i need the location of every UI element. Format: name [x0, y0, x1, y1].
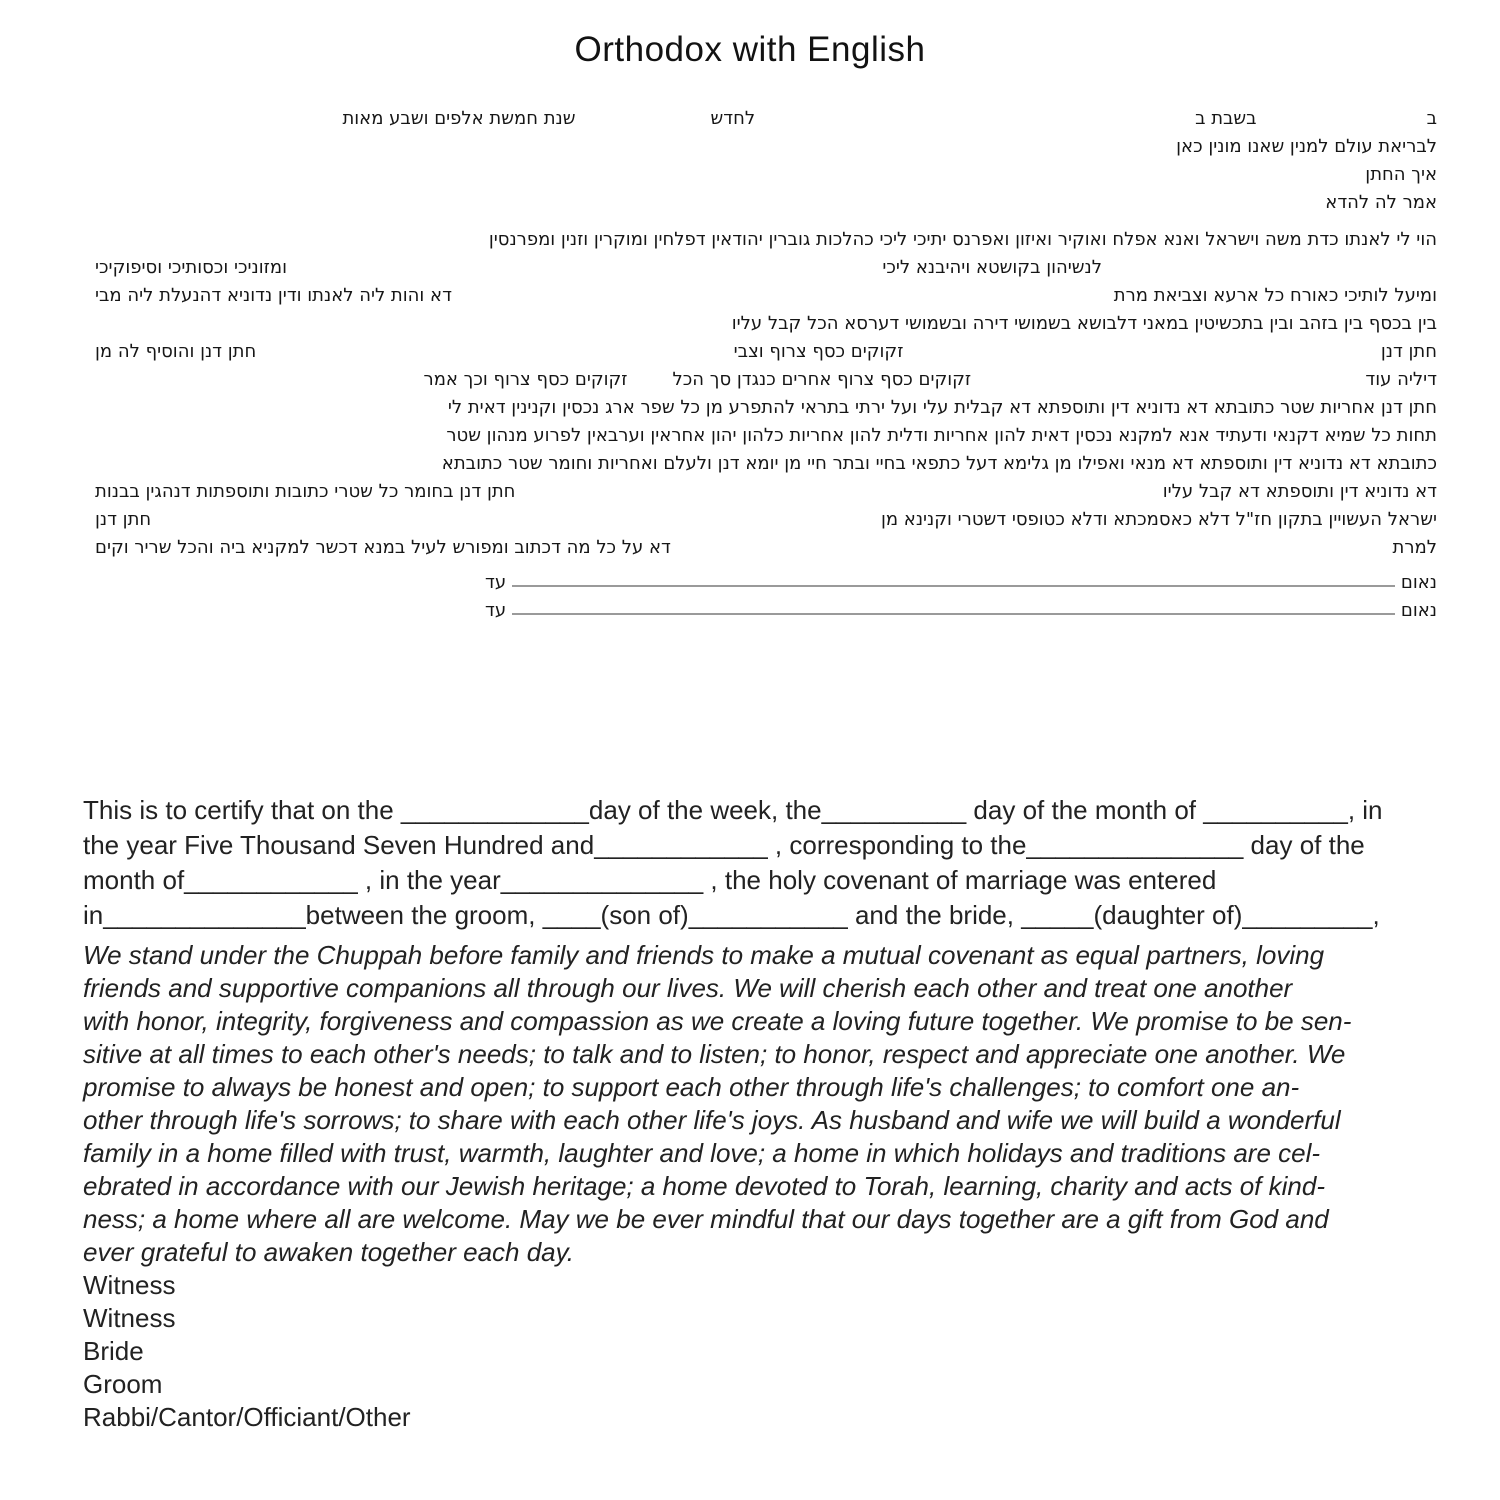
english-text-section — [83, 793, 1448, 1434]
hebrew-text-segment: דא על כל מה דכתוב ומפורש לעיל במנא דכשר למקניא ביה והכל שריר וקים — [95, 537, 671, 558]
hebrew-line — [95, 390, 1437, 418]
hebrew-text-segment: חתן דנן בחומר כל שטרי כתובות ותוספתות דנהגין בבנות — [95, 481, 516, 502]
hebrew-line — [95, 474, 1437, 502]
hebrew-text-segment: ב — [1426, 108, 1437, 129]
hebrew-line — [95, 502, 1437, 530]
hebrew-text-segment: ומזוניכי וכסותיכי וסיפוקיכי — [95, 257, 287, 278]
hebrew-line — [95, 418, 1437, 446]
hebrew-text-segment: תחות כל שמיא דקנאי ודעתיד אנא למקנא נכסין דאית להון אחריות ודלית להון אחריות כלהון יהון אחראין וערבאין לפרוע מנהון שטר — [446, 425, 1437, 446]
hebrew-text-segment: איך החתן — [1365, 164, 1437, 185]
hebrew-text-segment: דיליה עוד — [1365, 369, 1437, 390]
hebrew-text-segment: הוי לי לאנתו כדת משה וישראל ואנא אפלח ואוקיר ואיזון ואפרנס יתיכי ליכי כהלכות גוברין יהודאין דפלחין ומוקרין וזנין ומפרנסין — [488, 229, 1437, 250]
hebrew-text-segment: חתן דנן — [95, 509, 152, 530]
hebrew-line — [95, 362, 1437, 390]
hebrew-line — [95, 129, 1437, 157]
certification-line: This is to certify that on the _____________day of the week, the__________ day of the month of __________, in — [83, 795, 1383, 825]
signature-label: Groom — [83, 1369, 163, 1399]
vow-line: ever grateful to awaken together each day. — [83, 1237, 574, 1267]
vow-line: with honor, integrity, forgiveness and compassion as we create a loving future together. We promise to be sen- — [83, 1006, 1352, 1036]
hebrew-text-segment: זקוקים כסף צרוף וכך אמר — [423, 369, 628, 390]
hebrew-line — [95, 157, 1437, 185]
hebrew-line — [95, 565, 1437, 593]
hebrew-text-segment: ומיעל לותיכי כאורח כל ארעא וצביאת מרת — [1113, 285, 1437, 306]
certification-paragraph — [83, 793, 1448, 933]
hebrew-text-segment: דא והות ליה לאנתו ודין נדוניא דהנעלת ליה מבי — [95, 285, 452, 306]
hebrew-text-segment: בשבת ב — [1195, 108, 1257, 129]
hebrew-line — [95, 306, 1437, 334]
hebrew-text-segment: למרת — [1392, 537, 1437, 558]
vows-paragraph — [83, 939, 1448, 1269]
hebrew-text-segment: כתובתא דא נדוניא דין ותוספתא דא מנאי ואפילו מן גלימא דעל כתפאי בחיי ובתר חיי מן יומא דנן ולעלם ואחריות וחומר שטר כתובתא — [441, 453, 1437, 474]
vow-line: family in a home filled with trust, warmth, laughter and love; a home in which holidays and traditions are cel- — [83, 1138, 1321, 1168]
hebrew-text-segment: חתן דנן — [1380, 341, 1437, 362]
hebrew-line — [95, 185, 1437, 213]
vow-line: We stand under the Chuppah before family and friends to make a mutual covenant as equal partners, loving — [83, 940, 1325, 970]
signature-label: Witness — [83, 1303, 176, 1333]
hebrew-text-segment: דא נדוניא דין ותוספתא דא קבל עליו — [1162, 481, 1437, 502]
hebrew-line — [95, 530, 1437, 558]
hebrew-text-segment: לבריאת עולם למנין שאנו מונין כאן — [1176, 136, 1437, 157]
hebrew-text-segment: לחדש — [710, 108, 756, 129]
hebrew-text-segment: נאום — [1400, 572, 1437, 593]
hebrew-line — [95, 278, 1437, 306]
certification-line: the year Five Thousand Seven Hundred and____________ , corresponding to the_______________ day of the — [83, 830, 1365, 860]
certification-line: in______________between the groom, ____(son of)___________ and the bride, _____(daughter of)_________, — [83, 900, 1380, 930]
hebrew-line — [95, 446, 1437, 474]
vow-line: friends and supportive companions all through our lives. We will cherish each other and treat one another — [83, 973, 1293, 1003]
signature-labels — [83, 1269, 1448, 1434]
signature-label: Bride — [83, 1336, 144, 1366]
hebrew-text-segment: עד — [485, 572, 507, 593]
hebrew-text-segment: זקוקים כסף צרוף וצבי — [733, 341, 904, 362]
hebrew-text-segment: נאום — [1400, 600, 1437, 621]
hebrew-line — [95, 250, 1437, 278]
signature-label: Rabbi/Cantor/Officiant/Other — [83, 1402, 411, 1432]
hebrew-line — [95, 101, 1437, 129]
vow-line: promise to always be honest and open; to support each other through life's challenges; to comfort one an- — [83, 1072, 1300, 1102]
witness-signature-line — [512, 584, 1395, 587]
hebrew-text-section — [95, 101, 1437, 621]
hebrew-text-segment: חתן דנן והוסיף לה מן — [95, 341, 257, 362]
certification-line: month of____________ , in the year______________ , the holy covenant of marriage was entered — [83, 865, 1217, 895]
page-title: Orthodox with English — [574, 30, 926, 69]
hebrew-text-segment: בין בכסף בין בזהב ובין בתכשיטין במאני דלבושא בשמושי דירה ובשמושי דערסא הכל קבל עליו — [731, 313, 1437, 334]
vow-line: ebrated in accordance with our Jewish heritage; a home devoted to Torah, learning, charity and acts of kind- — [83, 1171, 1325, 1201]
hebrew-text-segment: זקוקים כסף צרוף אחרים כנגדן סך הכל — [672, 369, 972, 390]
witness-signature-line — [512, 612, 1395, 615]
hebrew-text-segment: עד — [485, 600, 507, 621]
vow-line: sitive at all times to each other's needs; to talk and to listen; to honor, respect and appreciate one another. We — [83, 1039, 1346, 1069]
hebrew-text-segment: אמר לה להדא — [1325, 192, 1437, 213]
hebrew-line — [95, 222, 1437, 250]
hebrew-line — [95, 334, 1437, 362]
signature-label: Witness — [83, 1270, 176, 1300]
hebrew-text-segment: ישראל העשויין בתקון חז"ל דלא כאסמכתא ודלא כטופסי דשטרי וקנינא מן — [880, 509, 1437, 530]
hebrew-text-segment: שנת חמשת אלפים ושבע מאות — [342, 108, 576, 129]
vow-line: ness; a home where all are welcome. May we be ever mindful that our days together are a gift from God and — [83, 1204, 1329, 1234]
hebrew-line — [95, 593, 1437, 621]
vow-line: other through life's sorrows; to share with each other life's joys. As husband and wife we will build a wonderful — [83, 1105, 1341, 1135]
hebrew-text-segment: חתן דנן אחריות שטר כתובתא דא נדוניא דין ותוספתא דא קבלית עלי ועל ירתי בתראי להתפרע מן כל שפר ארג נכסין וקנינין דאית לי — [447, 397, 1437, 418]
hebrew-text-segment: לנשיהון בקושטא ויהיבנא ליכי — [882, 257, 1102, 278]
